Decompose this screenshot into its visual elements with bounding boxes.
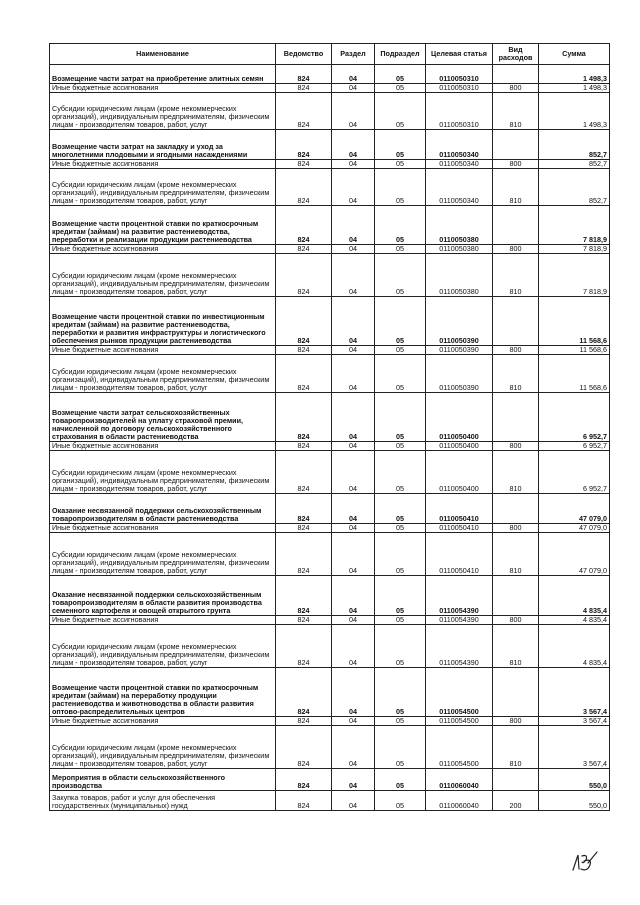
cell-target-article: 0110050390 xyxy=(426,355,493,393)
cell-amount: 1 498,3 xyxy=(539,93,610,130)
cell-amount: 6 952,7 xyxy=(539,442,610,451)
cell-section: 04 xyxy=(332,130,375,160)
cell-expense-type: 800 xyxy=(493,616,539,625)
cell-section: 04 xyxy=(332,393,375,442)
table-row xyxy=(50,668,610,717)
col-header-expense-type: Вид расходов xyxy=(493,44,539,65)
cell-expense-type: 800 xyxy=(493,346,539,355)
cell-name: Субсидии юридическим лицам (кроме некоммерческих организаций), индивидуальным предпринимателям, физическим лицам - производителям товаров, работ, услуг xyxy=(50,451,276,494)
cell-amount: 6 952,7 xyxy=(539,451,610,494)
cell-subsection: 05 xyxy=(375,791,426,811)
cell-amount: 3 567,4 xyxy=(539,717,610,726)
table-row xyxy=(50,93,610,130)
cell-name: Иные бюджетные ассигнования xyxy=(50,717,276,726)
cell-section: 04 xyxy=(332,93,375,130)
cell-amount: 550,0 xyxy=(539,769,610,791)
cell-target-article: 0110050410 xyxy=(426,494,493,524)
cell-subsection: 05 xyxy=(375,93,426,130)
table-row xyxy=(50,576,610,616)
cell-department: 824 xyxy=(276,616,332,625)
cell-section: 04 xyxy=(332,206,375,245)
cell-expense-type: 810 xyxy=(493,355,539,393)
cell-department: 824 xyxy=(276,625,332,668)
cell-department: 824 xyxy=(276,726,332,769)
cell-department: 824 xyxy=(276,206,332,245)
cell-department: 824 xyxy=(276,791,332,811)
cell-section: 04 xyxy=(332,169,375,206)
table-row xyxy=(50,297,610,346)
table-row xyxy=(50,494,610,524)
cell-expense-type: 800 xyxy=(493,524,539,533)
cell-target-article: 0110050310 xyxy=(426,65,493,84)
cell-subsection: 05 xyxy=(375,254,426,297)
cell-department: 824 xyxy=(276,160,332,169)
cell-target-article: 0110050400 xyxy=(426,451,493,494)
col-header-name: Наименование xyxy=(50,44,276,65)
table-row xyxy=(50,84,610,93)
col-header-subsection: Подраздел xyxy=(375,44,426,65)
cell-department: 824 xyxy=(276,346,332,355)
cell-amount: 7 818,9 xyxy=(539,254,610,297)
cell-amount: 852,7 xyxy=(539,169,610,206)
cell-section: 04 xyxy=(332,346,375,355)
cell-section: 04 xyxy=(332,576,375,616)
cell-name: Иные бюджетные ассигнования xyxy=(50,245,276,254)
col-header-section: Раздел xyxy=(332,44,375,65)
cell-name: Возмещение части процентной ставки по краткосрочным кредитам (займам) на развитие растениеводства, переработки и реализации продукции растениеводства xyxy=(50,206,276,245)
cell-target-article: 0110050400 xyxy=(426,393,493,442)
cell-amount: 1 498,3 xyxy=(539,65,610,84)
cell-subsection: 05 xyxy=(375,668,426,717)
cell-amount: 1 498,3 xyxy=(539,84,610,93)
cell-target-article: 0110050380 xyxy=(426,206,493,245)
cell-amount: 550,0 xyxy=(539,791,610,811)
cell-name: Иные бюджетные ассигнования xyxy=(50,346,276,355)
table-row xyxy=(50,726,610,769)
cell-expense-type xyxy=(493,65,539,84)
cell-subsection: 05 xyxy=(375,726,426,769)
cell-target-article: 0110050310 xyxy=(426,84,493,93)
cell-target-article: 0110054500 xyxy=(426,668,493,717)
table-row xyxy=(50,524,610,533)
cell-subsection: 05 xyxy=(375,442,426,451)
cell-amount: 7 818,9 xyxy=(539,206,610,245)
cell-target-article: 0110050340 xyxy=(426,169,493,206)
cell-subsection: 05 xyxy=(375,533,426,576)
cell-expense-type: 810 xyxy=(493,533,539,576)
table-row xyxy=(50,616,610,625)
col-header-target-article: Целевая статья xyxy=(426,44,493,65)
cell-subsection: 05 xyxy=(375,206,426,245)
cell-department: 824 xyxy=(276,717,332,726)
cell-section: 04 xyxy=(332,616,375,625)
cell-section: 04 xyxy=(332,494,375,524)
col-header-department: Ведомство xyxy=(276,44,332,65)
cell-target-article: 0110050390 xyxy=(426,346,493,355)
budget-table xyxy=(49,43,610,811)
cell-department: 824 xyxy=(276,576,332,616)
cell-department: 824 xyxy=(276,254,332,297)
cell-amount: 47 079,0 xyxy=(539,533,610,576)
cell-amount: 852,7 xyxy=(539,160,610,169)
cell-expense-type: 800 xyxy=(493,160,539,169)
cell-section: 04 xyxy=(332,533,375,576)
cell-target-article: 0110050340 xyxy=(426,160,493,169)
cell-name: Возмещение части затрат сельскохозяйственных товаропроизводителей на уплату страховой премии, начисленной по договору сельскохозяйственного страхования в области растениеводства xyxy=(50,393,276,442)
cell-target-article: 0110060040 xyxy=(426,791,493,811)
table-row xyxy=(50,393,610,442)
cell-name: Субсидии юридическим лицам (кроме некоммерческих организаций), индивидуальным предпринимателям, физическим лицам - производителям товаров, работ, услуг xyxy=(50,355,276,393)
cell-expense-type: 200 xyxy=(493,791,539,811)
table-row xyxy=(50,169,610,206)
table-row xyxy=(50,346,610,355)
cell-target-article: 0110050340 xyxy=(426,130,493,160)
cell-name: Иные бюджетные ассигнования xyxy=(50,442,276,451)
cell-name: Субсидии юридическим лицам (кроме некоммерческих организаций), индивидуальным предпринимателям, физическим лицам - производителям товаров, работ, услуг xyxy=(50,625,276,668)
cell-subsection: 05 xyxy=(375,451,426,494)
cell-section: 04 xyxy=(332,791,375,811)
cell-name: Иные бюджетные ассигнования xyxy=(50,616,276,625)
cell-name: Возмещение части затрат на закладку и уход за многолетними плодовыми и ягодными насаждениями xyxy=(50,130,276,160)
cell-section: 04 xyxy=(332,717,375,726)
cell-amount: 3 567,4 xyxy=(539,668,610,717)
cell-name: Закупка товаров, работ и услуг для обеспечения государственных (муниципальных) нужд xyxy=(50,791,276,811)
cell-section: 04 xyxy=(332,726,375,769)
cell-expense-type: 810 xyxy=(493,625,539,668)
cell-name: Субсидии юридическим лицам (кроме некоммерческих организаций), индивидуальным предпринимателям, физическим лицам - производителям товаров, работ, услуг xyxy=(50,254,276,297)
cell-section: 04 xyxy=(332,245,375,254)
cell-name: Субсидии юридическим лицам (кроме некоммерческих организаций), индивидуальным предпринимателям, физическим лицам - производителям товаров, работ, услуг xyxy=(50,533,276,576)
cell-amount: 4 835,4 xyxy=(539,616,610,625)
cell-subsection: 05 xyxy=(375,393,426,442)
cell-amount: 6 952,7 xyxy=(539,393,610,442)
table-row xyxy=(50,254,610,297)
cell-target-article: 0110054390 xyxy=(426,625,493,668)
cell-section: 04 xyxy=(332,65,375,84)
table-row xyxy=(50,769,610,791)
cell-target-article: 0110054390 xyxy=(426,576,493,616)
cell-department: 824 xyxy=(276,355,332,393)
cell-expense-type xyxy=(493,576,539,616)
cell-department: 824 xyxy=(276,84,332,93)
cell-department: 824 xyxy=(276,65,332,84)
cell-target-article: 0110050390 xyxy=(426,297,493,346)
cell-department: 824 xyxy=(276,451,332,494)
cell-subsection: 05 xyxy=(375,355,426,393)
cell-expense-type: 800 xyxy=(493,245,539,254)
cell-target-article: 0110050380 xyxy=(426,245,493,254)
cell-department: 824 xyxy=(276,169,332,206)
cell-subsection: 05 xyxy=(375,576,426,616)
cell-department: 824 xyxy=(276,442,332,451)
cell-subsection: 05 xyxy=(375,130,426,160)
cell-section: 04 xyxy=(332,668,375,717)
cell-target-article: 0110050310 xyxy=(426,93,493,130)
cell-department: 824 xyxy=(276,769,332,791)
cell-subsection: 05 xyxy=(375,169,426,206)
cell-section: 04 xyxy=(332,84,375,93)
cell-section: 04 xyxy=(332,625,375,668)
table-row xyxy=(50,245,610,254)
cell-department: 824 xyxy=(276,393,332,442)
cell-name: Субсидии юридическим лицам (кроме некоммерческих организаций), индивидуальным предпринимателям, физическим лицам - производителям товаров, работ, услуг xyxy=(50,93,276,130)
cell-name: Иные бюджетные ассигнования xyxy=(50,84,276,93)
table-row xyxy=(50,355,610,393)
cell-subsection: 05 xyxy=(375,245,426,254)
table-row xyxy=(50,442,610,451)
cell-expense-type xyxy=(493,769,539,791)
cell-section: 04 xyxy=(332,355,375,393)
cell-subsection: 05 xyxy=(375,84,426,93)
cell-subsection: 05 xyxy=(375,346,426,355)
table-row xyxy=(50,206,610,245)
cell-amount: 4 835,4 xyxy=(539,576,610,616)
cell-subsection: 05 xyxy=(375,616,426,625)
cell-department: 824 xyxy=(276,524,332,533)
cell-name: Иные бюджетные ассигнования xyxy=(50,160,276,169)
cell-department: 824 xyxy=(276,494,332,524)
budget-table-sheet xyxy=(49,43,609,811)
cell-amount: 11 568,6 xyxy=(539,297,610,346)
table-header-row xyxy=(50,44,610,65)
cell-expense-type xyxy=(493,668,539,717)
cell-name: Возмещение части процентной ставки по краткосрочным кредитам (займам) на переработку продукции растениеводства и животноводства в области развития оптово-распределительных центров xyxy=(50,668,276,717)
cell-subsection: 05 xyxy=(375,524,426,533)
cell-expense-type: 810 xyxy=(493,93,539,130)
cell-section: 04 xyxy=(332,524,375,533)
table-row xyxy=(50,65,610,84)
cell-subsection: 05 xyxy=(375,160,426,169)
table-row xyxy=(50,130,610,160)
cell-expense-type: 800 xyxy=(493,442,539,451)
cell-expense-type: 800 xyxy=(493,84,539,93)
cell-amount: 4 835,4 xyxy=(539,625,610,668)
cell-subsection: 05 xyxy=(375,717,426,726)
cell-amount: 47 079,0 xyxy=(539,494,610,524)
table-row xyxy=(50,791,610,811)
cell-amount: 11 568,6 xyxy=(539,346,610,355)
cell-section: 04 xyxy=(332,769,375,791)
cell-amount: 7 818,9 xyxy=(539,245,610,254)
cell-name: Субсидии юридическим лицам (кроме некоммерческих организаций), индивидуальным предпринимателям, физическим лицам - производителям товаров, работ, услуг xyxy=(50,169,276,206)
cell-section: 04 xyxy=(332,254,375,297)
cell-name: Оказание несвязанной поддержки сельскохозяйственным товаропроизводителям в области развития производства семенного картофеля и овощей открытого грунта xyxy=(50,576,276,616)
cell-target-article: 0110054390 xyxy=(426,616,493,625)
cell-name: Иные бюджетные ассигнования xyxy=(50,524,276,533)
cell-expense-type: 810 xyxy=(493,726,539,769)
cell-target-article: 0110050410 xyxy=(426,524,493,533)
cell-name: Возмещение части затрат на приобретение элитных семян xyxy=(50,65,276,84)
cell-target-article: 0110054500 xyxy=(426,726,493,769)
cell-amount: 47 079,0 xyxy=(539,524,610,533)
table-row xyxy=(50,717,610,726)
cell-expense-type xyxy=(493,393,539,442)
cell-expense-type: 810 xyxy=(493,451,539,494)
table-row xyxy=(50,160,610,169)
cell-subsection: 05 xyxy=(375,769,426,791)
col-header-amount: Сумма xyxy=(539,44,610,65)
cell-department: 824 xyxy=(276,533,332,576)
cell-subsection: 05 xyxy=(375,494,426,524)
cell-expense-type: 800 xyxy=(493,717,539,726)
cell-amount: 852,7 xyxy=(539,130,610,160)
cell-name: Мероприятия в области сельскохозяйственного производства xyxy=(50,769,276,791)
cell-section: 04 xyxy=(332,297,375,346)
table-row xyxy=(50,533,610,576)
cell-amount: 3 567,4 xyxy=(539,726,610,769)
cell-name: Оказание несвязанной поддержки сельскохозяйственным товаропроизводителям в области растениеводства xyxy=(50,494,276,524)
cell-department: 824 xyxy=(276,297,332,346)
cell-section: 04 xyxy=(332,442,375,451)
cell-subsection: 05 xyxy=(375,65,426,84)
cell-expense-type xyxy=(493,206,539,245)
table-row xyxy=(50,625,610,668)
cell-department: 824 xyxy=(276,668,332,717)
cell-target-article: 0110054500 xyxy=(426,717,493,726)
table-body xyxy=(50,65,610,811)
cell-name: Субсидии юридическим лицам (кроме некоммерческих организаций), индивидуальным предпринимателям, физическим лицам - производителям товаров, работ, услуг xyxy=(50,726,276,769)
cell-target-article: 0110050380 xyxy=(426,254,493,297)
cell-department: 824 xyxy=(276,93,332,130)
cell-expense-type xyxy=(493,130,539,160)
cell-section: 04 xyxy=(332,160,375,169)
cell-amount: 11 568,6 xyxy=(539,355,610,393)
cell-department: 824 xyxy=(276,130,332,160)
cell-target-article: 0110060040 xyxy=(426,769,493,791)
cell-target-article: 0110050400 xyxy=(426,442,493,451)
cell-expense-type: 810 xyxy=(493,169,539,206)
cell-subsection: 05 xyxy=(375,625,426,668)
cell-subsection: 05 xyxy=(375,297,426,346)
cell-target-article: 0110050410 xyxy=(426,533,493,576)
cell-department: 824 xyxy=(276,245,332,254)
cell-section: 04 xyxy=(332,451,375,494)
cell-expense-type xyxy=(493,494,539,524)
handwritten-page-mark xyxy=(570,850,600,874)
cell-expense-type: 810 xyxy=(493,254,539,297)
cell-name: Возмещение части процентной ставки по инвестиционным кредитам (займам) на развитие растениеводства, переработки и развития инфраструктуры и логистического обеспечения рынков продукции растениеводства xyxy=(50,297,276,346)
cell-expense-type xyxy=(493,297,539,346)
table-row xyxy=(50,451,610,494)
